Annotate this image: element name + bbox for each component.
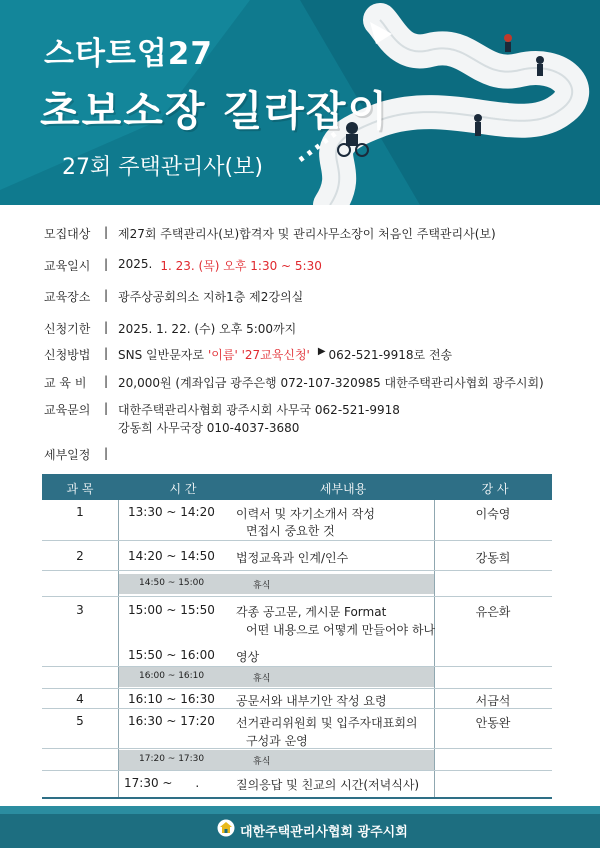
separator: | [104, 288, 109, 302]
info-target [44, 225, 496, 242]
row-content: 이력서 및 자기소개서 작성 [236, 507, 375, 521]
info-value: 광주상공회의소 지하1층 제2강의실 [118, 290, 304, 304]
arrow-icon: ▶ [317, 346, 326, 357]
break-time: 17:20 ~ 17:30 [139, 754, 205, 764]
row-number: 5 [76, 714, 84, 728]
row-time: 14:20 ~ 14:50 [128, 549, 215, 563]
info-value: 2025. 1. 22. (수) 오후 5:00까지 [118, 322, 297, 336]
info-method [44, 346, 452, 363]
header-subject: 과 목 [66, 482, 94, 496]
info-label: 신청기한 [44, 322, 91, 336]
row-time: 15:50 ~ 16:00 [128, 648, 215, 662]
row-content: 어떤 내용으로 어떻게 만들어야 하나 [246, 623, 436, 637]
separator: | [104, 446, 109, 460]
info-place [44, 288, 303, 305]
row-content: 각종 공고문, 게시문 Format [236, 605, 387, 619]
row-content: 면접시 중요한 것 [246, 524, 335, 538]
header-content: 세부내용 [319, 482, 367, 496]
row-time: 16:30 ~ 17:20 [128, 714, 215, 728]
info-label: 교육장소 [44, 290, 91, 304]
info-value: 제27회 주택관리사(보)합격자 및 관리사무소장이 처음인 주택관리사(보) [118, 227, 496, 241]
row-divider [42, 540, 552, 541]
method-prefix: SNS 일반문자로 [118, 348, 204, 362]
info-contact-2 [118, 419, 299, 436]
row-content: 영상 [236, 650, 260, 664]
row-content: 선거관리위원회 및 입주자대표회의 [236, 716, 418, 730]
method-keyword: '이름' '27교육신청' [208, 348, 310, 362]
row-time: 15:00 ~ 15:50 [128, 603, 215, 617]
title-small: 스타트업27 [44, 36, 213, 72]
row-lecturer: 안동완 [475, 716, 511, 730]
break-row [119, 574, 434, 594]
header-lecturer: 강 사 [481, 482, 509, 496]
row-content: 법정교육과 인계/인수 [236, 551, 349, 565]
separator: | [104, 346, 109, 360]
break-label: 휴식 [253, 757, 271, 767]
break-time: 16:00 ~ 16:10 [139, 671, 205, 681]
row-number: 1 [76, 505, 84, 519]
row-time: 13:30 ~ 14:20 [128, 505, 215, 519]
break-label: 휴식 [253, 581, 271, 591]
separator: | [104, 257, 109, 271]
row-content: 질의응답 및 친교의 시간(저녁식사) [236, 778, 420, 792]
separator: | [104, 225, 109, 239]
contact-line-1: 대한주택관리사협회 광주시회 사무국 062-521-9918 [118, 403, 400, 417]
date-prefix: 2025. [118, 257, 153, 271]
info-date [44, 257, 322, 274]
association-logo-icon [217, 819, 235, 837]
row-lecturer: 강동희 [475, 551, 511, 565]
method-suffix: 062-521-9918로 전송 [328, 348, 453, 362]
row-divider [42, 770, 552, 771]
row-number: 2 [76, 549, 84, 563]
info-label: 교육문의 [44, 403, 91, 417]
break-label: 휴식 [253, 674, 271, 684]
table-bottom-border [42, 797, 552, 799]
separator: | [104, 401, 109, 415]
header-banner [0, 0, 600, 205]
title-subtitle: 27회 주택관리사(보) [62, 155, 263, 180]
header-time: 시 간 [169, 482, 197, 496]
info-label: 세부일정 [44, 448, 91, 462]
separator: | [104, 320, 109, 334]
info-deadline [44, 320, 296, 337]
footer-org-name: 대한주택관리사협회 광주시회 [240, 825, 408, 840]
break-time: 14:50 ~ 15:00 [139, 578, 205, 588]
row-content: 구성과 운영 [246, 734, 308, 748]
info-label: 신청방법 [44, 348, 91, 362]
info-label: 교육일시 [44, 259, 91, 273]
row-lecturer: 유은화 [475, 605, 511, 619]
contact-line-2: 강동희 사무국장 010-4037-3680 [118, 421, 300, 435]
info-schedule [44, 446, 118, 463]
row-number: 3 [76, 603, 84, 617]
info-label: 모집대상 [44, 227, 91, 241]
row-time: 17:30 ~ . [124, 776, 200, 790]
break-row [119, 750, 434, 770]
separator: | [104, 374, 109, 388]
table-header [42, 474, 552, 500]
row-divider [42, 596, 552, 597]
title-main: 초보소장 길라잡이 [40, 87, 390, 135]
info-value: 20,000원 (계좌입금 광주은행 072-107-320985 대한주택관리사협회 광주시회) [118, 376, 544, 390]
row-content: 공문서와 내부기안 작성 요령 [236, 694, 387, 708]
row-divider [42, 688, 552, 689]
row-lecturer: 이숙영 [475, 507, 511, 521]
break-row [119, 667, 434, 687]
date-value: 1. 23. (목) 오후 1:30 ~ 5:30 [160, 259, 322, 273]
row-lecturer: 서금석 [475, 694, 511, 708]
info-label: 교 육 비 [44, 376, 87, 390]
row-number: 4 [76, 692, 84, 706]
row-time: 16:10 ~ 16:30 [128, 692, 215, 706]
info-fee [44, 374, 544, 391]
row-divider [42, 570, 552, 571]
column-divider [434, 500, 435, 797]
info-contact [44, 401, 400, 418]
footer-strip [0, 806, 600, 814]
